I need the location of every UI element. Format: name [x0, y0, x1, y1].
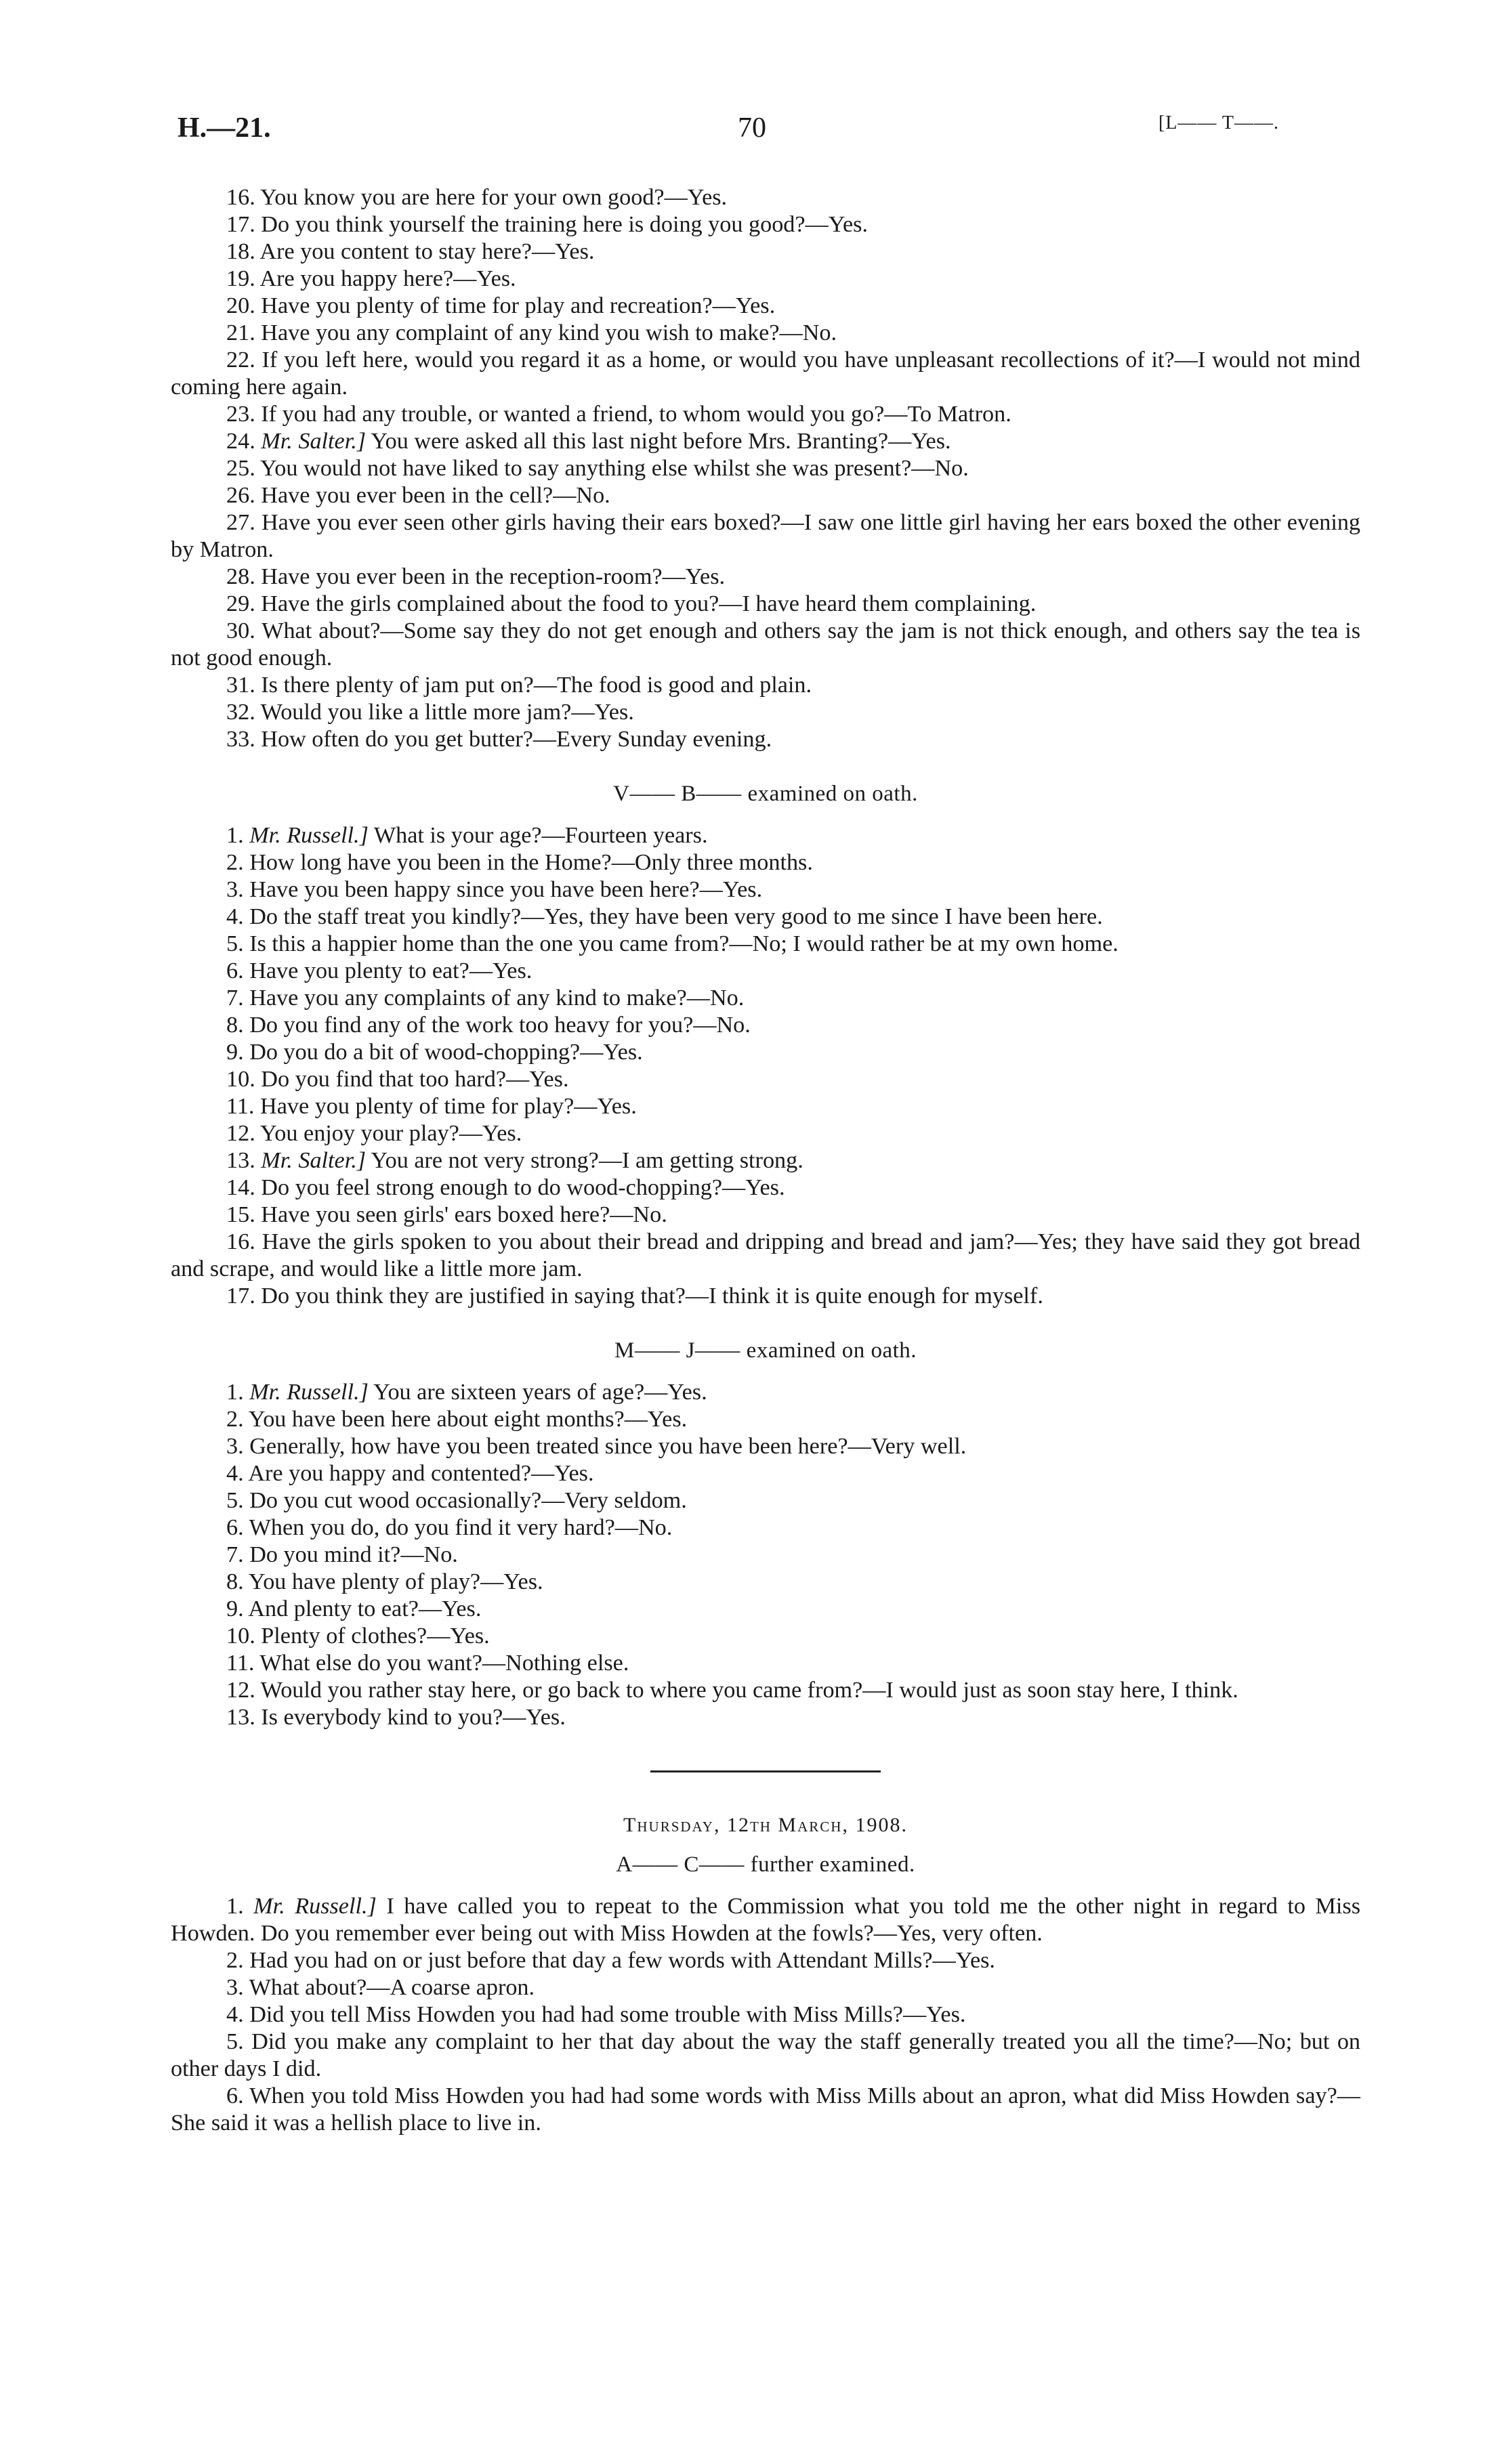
item-text: Do you think yourself the training here is doing you good?—Yes. [261, 212, 869, 237]
item-text: You enjoy your play?—Yes. [260, 1121, 522, 1146]
item-text: Have you plenty to eat?—Yes. [249, 958, 532, 983]
item-number: 9. [226, 1040, 244, 1065]
item-number: 5. [226, 2029, 244, 2054]
question-answer-item [171, 1460, 1360, 1487]
question-answer-item [171, 2028, 1360, 2083]
item-text: Do you find that too hard?—Yes. [261, 1067, 569, 1092]
item-number: 9. [226, 1596, 244, 1621]
item-number: 10. [226, 1623, 255, 1649]
item-text: Do you cut wood occasionally?—Very seldom. [249, 1488, 687, 1513]
question-answer-item [171, 591, 1360, 618]
item-number: 4. [226, 904, 244, 929]
item-number: 6. [226, 1515, 244, 1540]
examiner-name: Mr. Salter.] [261, 429, 367, 454]
item-text: Have you plenty of time for play?—Yes. [260, 1094, 637, 1119]
item-number: 7. [226, 985, 244, 1011]
item-text: Do you think they are justified in saying that?—I think it is quite enough for myself. [261, 1283, 1043, 1309]
question-answer-item [171, 699, 1360, 726]
question-answer-item [171, 184, 1360, 211]
question-answer-item [171, 1174, 1360, 1202]
item-text: Is this a happier home than the one you came from?—No; I would rather be at my own home. [249, 931, 1119, 956]
item-number: 28. [226, 564, 255, 589]
item-text: You have been here about eight months?—Yes. [248, 1407, 688, 1432]
question-answer-item [171, 1379, 1360, 1406]
examiner-name: Mr. Salter.] [261, 1148, 367, 1173]
question-answer-item [171, 1147, 1360, 1174]
question-answer-item [171, 482, 1360, 509]
item-number: 8. [226, 1569, 244, 1594]
item-number: 11. [226, 1094, 255, 1119]
question-answer-item [171, 726, 1360, 753]
document-body [171, 184, 1360, 2137]
question-answer-item [171, 1066, 1360, 1093]
item-text: Plenty of clothes?—Yes. [261, 1623, 490, 1649]
item-text: Is there plenty of jam put on?—The food is good and plain. [261, 673, 812, 698]
item-text: Are you happy here?—Yes. [259, 266, 516, 291]
question-answer-item [171, 2083, 1360, 2137]
item-text: I have called you to repeat to the Commission what you told me the other night in regard to Miss Howden. Do you remember ever being out with Miss Howden at the fowls?—Yes, very often. [171, 1894, 1361, 1946]
question-answer-item [171, 1569, 1360, 1596]
question-answer-item [171, 1093, 1360, 1120]
question-answer-item [171, 1433, 1360, 1460]
item-number: 3. [226, 1975, 244, 2000]
item-text: What about?—A coarse apron. [249, 1975, 535, 2000]
section-3-heading: M—— J—— examined on oath. [614, 1338, 917, 1363]
item-text: Have you any complaint of any kind you wish to make?—No. [261, 320, 837, 345]
item-text: Generally, how have you been treated since you have been here?—Very well. [249, 1434, 967, 1459]
item-number: 1. [226, 1380, 244, 1405]
question-answer-item [171, 1039, 1360, 1066]
question-answer-item [171, 876, 1360, 904]
question-answer-item [171, 1677, 1360, 1704]
item-number: 29. [226, 591, 255, 616]
item-number: 17. [226, 212, 255, 237]
item-text: How often do you get butter?—Every Sunday evening. [261, 727, 772, 752]
item-number: 30. [226, 618, 255, 643]
question-answer-item [171, 509, 1360, 564]
item-number: 31. [226, 673, 255, 698]
header-page-number: 70 [738, 112, 766, 144]
examiner-name: Mr. Russell.] [249, 823, 369, 848]
section-4-heading: A—— C—— further examined. [616, 1852, 915, 1877]
item-number: 1. [226, 1894, 244, 1919]
item-text: Do you find any of the work too heavy for you?—No. [249, 1013, 751, 1038]
question-answer-item [171, 1893, 1360, 1947]
item-text: When you do, do you find it very hard?—No. [249, 1515, 673, 1540]
item-number: 13. [226, 1148, 255, 1173]
item-text: Do you do a bit of wood-chopping?—Yes. [249, 1040, 643, 1065]
item-number: 12. [226, 1678, 255, 1703]
item-number: 3. [226, 1434, 244, 1459]
item-number: 3. [226, 877, 244, 902]
item-number: 7. [226, 1542, 244, 1567]
item-number: 18. [226, 239, 255, 264]
question-answer-item [171, 1650, 1360, 1677]
item-text: Did you tell Miss Howden you had had some trouble with Miss Mills?—Yes. [249, 2002, 966, 2027]
question-answer-item [171, 849, 1360, 876]
item-number: 33. [226, 727, 255, 752]
question-answer-item [171, 2001, 1360, 2028]
item-number: 24. [226, 429, 255, 454]
item-text: Are you happy and contented?—Yes. [248, 1461, 594, 1486]
item-number: 14. [226, 1175, 255, 1200]
question-answer-item [171, 1120, 1360, 1147]
question-answer-item [171, 985, 1360, 1012]
item-number: 6. [226, 958, 244, 983]
section-divider-rule [650, 1770, 881, 1772]
item-text: Have the girls complained about the food to you?—I have heard them complaining. [261, 591, 1037, 616]
question-answer-item [171, 618, 1360, 672]
item-text: When you told Miss Howden you had had some words with Miss Mills about an apron, what did Miss Howden say?—She said it was a hellish place to live in. [171, 2083, 1360, 2136]
item-text: Would you rather stay here, or go back to where you came from?—I would just as soon stay here, I think. [260, 1678, 1238, 1703]
question-answer-item [171, 293, 1360, 320]
item-number: 20. [226, 293, 255, 318]
item-number: 4. [226, 1461, 244, 1486]
item-number: 2. [226, 1948, 244, 1973]
question-answer-item [171, 672, 1360, 699]
item-text: Have you been happy since you have been here?—Yes. [249, 877, 763, 902]
item-number: 16. [226, 185, 255, 210]
question-answer-item [171, 1596, 1360, 1623]
item-text: Have you seen girls' ears boxed here?—No. [261, 1202, 667, 1227]
question-answer-item [171, 1704, 1360, 1731]
item-text: You are not very strong?—I am getting strong. [371, 1148, 803, 1173]
question-answer-item [171, 1514, 1360, 1542]
item-number: 15. [226, 1202, 255, 1227]
item-text: Do you feel strong enough to do wood-chopping?—Yes. [261, 1175, 785, 1200]
item-text: If you left here, would you regard it as a home, or would you have unpleasant recollections of it?—I would not mind coming here again. [171, 347, 1360, 400]
item-number: 5. [226, 1488, 244, 1513]
testimony-section-3 [171, 1379, 1360, 1731]
item-number: 10. [226, 1067, 255, 1092]
item-text: Is everybody kind to you?—Yes. [261, 1705, 566, 1730]
item-number: 27. [226, 510, 255, 535]
question-answer-item [171, 1974, 1360, 2001]
item-number: 4. [226, 2002, 244, 2027]
item-text: Have you ever been in the cell?—No. [261, 483, 610, 508]
question-answer-item [171, 1542, 1360, 1569]
question-answer-item [171, 1012, 1360, 1039]
item-text: Have you ever been in the reception-room?—Yes. [261, 564, 726, 589]
item-text: Have you plenty of time for play and recreation?—Yes. [261, 293, 776, 318]
question-answer-item [171, 564, 1360, 591]
item-text: You know you are here for your own good?—Yes. [260, 185, 728, 210]
section-2-heading: V—— B—— examined on oath. [613, 782, 918, 806]
item-number: 16. [226, 1229, 255, 1254]
question-answer-item [171, 931, 1360, 958]
question-answer-item [171, 455, 1360, 482]
question-answer-item [171, 401, 1360, 428]
item-number: 21. [226, 320, 255, 345]
question-answer-item [171, 428, 1360, 455]
item-number: 6. [226, 2083, 244, 2108]
question-answer-item [171, 238, 1360, 265]
item-text: Do you mind it?—No. [249, 1542, 458, 1567]
item-text: What else do you want?—Nothing else. [259, 1651, 629, 1676]
item-number: 11. [226, 1651, 255, 1676]
question-answer-item [171, 1283, 1360, 1310]
question-answer-item [171, 265, 1360, 293]
item-text: Do the staff treat you kindly?—Yes, they have been very good to me since I have been here. [249, 904, 1103, 929]
item-text: How long have you been in the Home?—Only three months. [249, 850, 813, 875]
item-text: What is your age?—Fourteen years. [373, 823, 708, 848]
item-number: 22. [226, 347, 255, 373]
item-text: If you had any trouble, or wanted a friend, to whom would you go?—To Matron. [261, 402, 1011, 427]
item-number: 19. [226, 266, 255, 291]
item-text: Are you content to stay here?—Yes. [259, 239, 595, 264]
item-text: Did you make any complaint to her that day about the way the staff generally treated you all the time?—No; but on other days I did. [171, 2029, 1361, 2081]
question-answer-item [171, 1229, 1360, 1283]
item-text: Have you any complaints of any kind to make?—No. [249, 985, 745, 1011]
testimony-section-1 [171, 184, 1360, 753]
item-text: Had you had on or just before that day a few words with Attendant Mills?—Yes. [249, 1948, 995, 1973]
item-number: 23. [226, 402, 255, 427]
examiner-name: Mr. Russell.] [249, 1380, 369, 1405]
item-number: 25. [226, 456, 255, 481]
question-answer-item [171, 958, 1360, 985]
item-number: 12. [226, 1121, 255, 1146]
item-number: 5. [226, 931, 244, 956]
testimony-section-4 [171, 1893, 1360, 2137]
item-number: 1. [226, 823, 244, 848]
hearing-date: Thursday, 12th March, 1908. [623, 1814, 908, 1836]
item-number: 26. [226, 483, 255, 508]
question-answer-item [171, 211, 1360, 238]
question-answer-item [171, 822, 1360, 849]
question-answer-item [171, 1623, 1360, 1650]
item-text: You have plenty of play?—Yes. [248, 1569, 543, 1594]
item-number: 13. [226, 1705, 255, 1730]
item-number: 32. [226, 700, 255, 725]
item-text: You are sixteen years of age?—Yes. [373, 1380, 707, 1405]
question-answer-item [171, 1947, 1360, 1974]
item-text: Have you ever seen other girls having their ears boxed?—I saw one little girl having her ears boxed the other evening by Matron. [171, 510, 1361, 562]
question-answer-item [171, 1487, 1360, 1514]
item-number: 17. [226, 1283, 255, 1309]
question-answer-item [171, 1202, 1360, 1229]
item-text: And plenty to eat?—Yes. [248, 1596, 482, 1621]
item-text: What about?—Some say they do not get enough and others say the jam is not thick enough, and others say the tea is not good enough. [171, 618, 1360, 671]
question-answer-item [171, 904, 1360, 931]
item-text: Would you like a little more jam?—Yes. [260, 700, 634, 725]
header-document-code: H.—21. [177, 112, 271, 144]
item-number: 2. [226, 850, 244, 875]
item-text: Have the girls spoken to you about their bread and dripping and bread and jam?—Yes; they have said they got bread and scrape, and would like a little more jam. [171, 1229, 1361, 1281]
item-number: 8. [226, 1013, 244, 1038]
testimony-section-2 [171, 822, 1360, 1310]
item-number: 2. [226, 1407, 244, 1432]
header-witness-initials: [L—— T——. [1158, 112, 1280, 133]
item-text: You would not have liked to say anything else whilst she was present?—No. [260, 456, 969, 481]
question-answer-item [171, 320, 1360, 347]
item-text: You were asked all this last night before Mrs. Branting?—Yes. [371, 429, 951, 454]
question-answer-item [171, 1406, 1360, 1433]
examiner-name: Mr. Russell.] [253, 1894, 377, 1919]
question-answer-item [171, 347, 1360, 401]
